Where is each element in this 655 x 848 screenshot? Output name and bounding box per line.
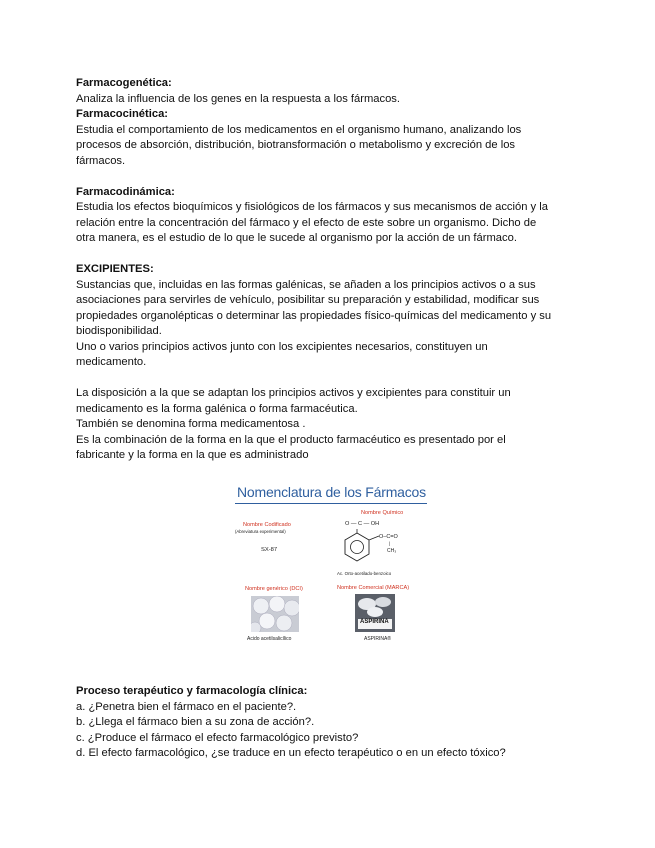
text-line: medicamento.: [76, 356, 147, 368]
heading-proceso: Proceso terapéutico y farmacología clínica:: [76, 685, 308, 697]
question-item: d. El efecto farmacológico, ¿se traduce en un efecto terapéutico o en un efecto tóxico?: [76, 747, 506, 759]
text-farmacogenetica: Analiza la influencia de los genes en la respuesta a los fármacos.: [76, 92, 401, 105]
label-abreviatura: (Abreviatura experimental): [235, 529, 286, 534]
nomenclature-figure: [227, 484, 443, 654]
brand-name: ASPIRINA®: [364, 636, 392, 642]
text-line: También se denomina forma medicamentosa .: [76, 418, 306, 430]
text-line: Estudia los efectos bioquímicos y fisiológicos de los fármacos y sus mecanismos de acción y la: [76, 201, 548, 213]
text-line: Estudia el comportamiento de los medicamentos en el organismo humano, analizando los: [76, 123, 522, 136]
generic-name: Acido acetilsalicílico: [247, 636, 292, 642]
heading-farmacogenetica: Farmacogenética:: [76, 77, 172, 89]
text-line: otra manera, es el estudio de lo que le sucede al organismo por la acción de un fármaco.: [76, 232, 517, 244]
text-line: biodisponibilidad.: [76, 325, 162, 337]
code-sx87: SX-87: [261, 547, 278, 553]
brand-box-label: ASPIRINA: [360, 619, 389, 625]
benzene-structure-icon: [335, 529, 405, 569]
text-line: fármacos.: [76, 154, 126, 167]
svg-text:|: |: [389, 541, 391, 546]
label-nombre-codificado: Nombre Codificado: [243, 522, 291, 528]
question-item: c. ¿Produce el fármaco el efecto farmacológico previsto?: [76, 731, 359, 744]
proceso-section: [76, 684, 596, 762]
text-line: asociaciones para servirles de vehículo, posibilitar su preparación y estabilidad, modificar sus: [76, 294, 540, 306]
text-line: Sustancias que, incluidas en las formas galénicas, se añaden a los principios activos o a sus: [76, 278, 536, 291]
aspirin-box-photo: [355, 594, 395, 632]
text-line: procesos de absorción, distribución, biotransformación o metabolismo y excreción de los: [76, 139, 516, 151]
svg-text:CH₃: CH₃: [387, 548, 397, 554]
label-nombre-comercial: Nombre Comercial (MARCA): [337, 585, 410, 591]
label-nombre-generico: Nombre genérico (DCI): [245, 586, 303, 592]
text-line: La disposición a la que se adaptan los principios activos y excipientes para constituir un: [76, 387, 511, 399]
question-item: a. ¿Penetra bien el fármaco en el paciente?.: [76, 700, 297, 713]
formula-top: O — C — OH: [345, 521, 380, 527]
label-nombre-quimico: Nombre Químico: [361, 510, 404, 516]
heading-farmacocinetica: Farmacocinética:: [76, 108, 169, 120]
heading-excipientes: EXCIPIENTES:: [76, 263, 154, 275]
figure-title-underline: [235, 503, 427, 504]
text-line: fabricante y la forma en la que es administrado: [76, 449, 309, 461]
text-line: propiedades organolépticas o determinar las propiedades físico-químicas del medicamento y su: [76, 309, 552, 322]
text-line: medicamento es la forma galénica o forma farmacéutica.: [76, 402, 358, 415]
pills-photo: [251, 596, 299, 632]
chem-name: Ac. Orto-acetilado-benzoico: [337, 571, 392, 576]
heading-farmacodinamica: Farmacodinámica:: [76, 185, 175, 198]
svg-text:O–C=O: O–C=O: [379, 534, 398, 540]
text-line: relación entre la concentración del fármaco y el efecto de este sobre un organismo. Dicho de: [76, 216, 537, 229]
text-line: Es la combinación de la forma en la que el producto farmacéutico es presentado por el: [76, 433, 506, 446]
document-body: [76, 76, 586, 464]
figure-title: Nomenclatura de los Fármacos: [237, 484, 426, 500]
text-line: Uno o varios principios activos junto con los excipientes necesarios, constituyen un: [76, 340, 488, 353]
question-item: b. ¿Llega el fármaco bien a su zona de acción?.: [76, 716, 315, 728]
